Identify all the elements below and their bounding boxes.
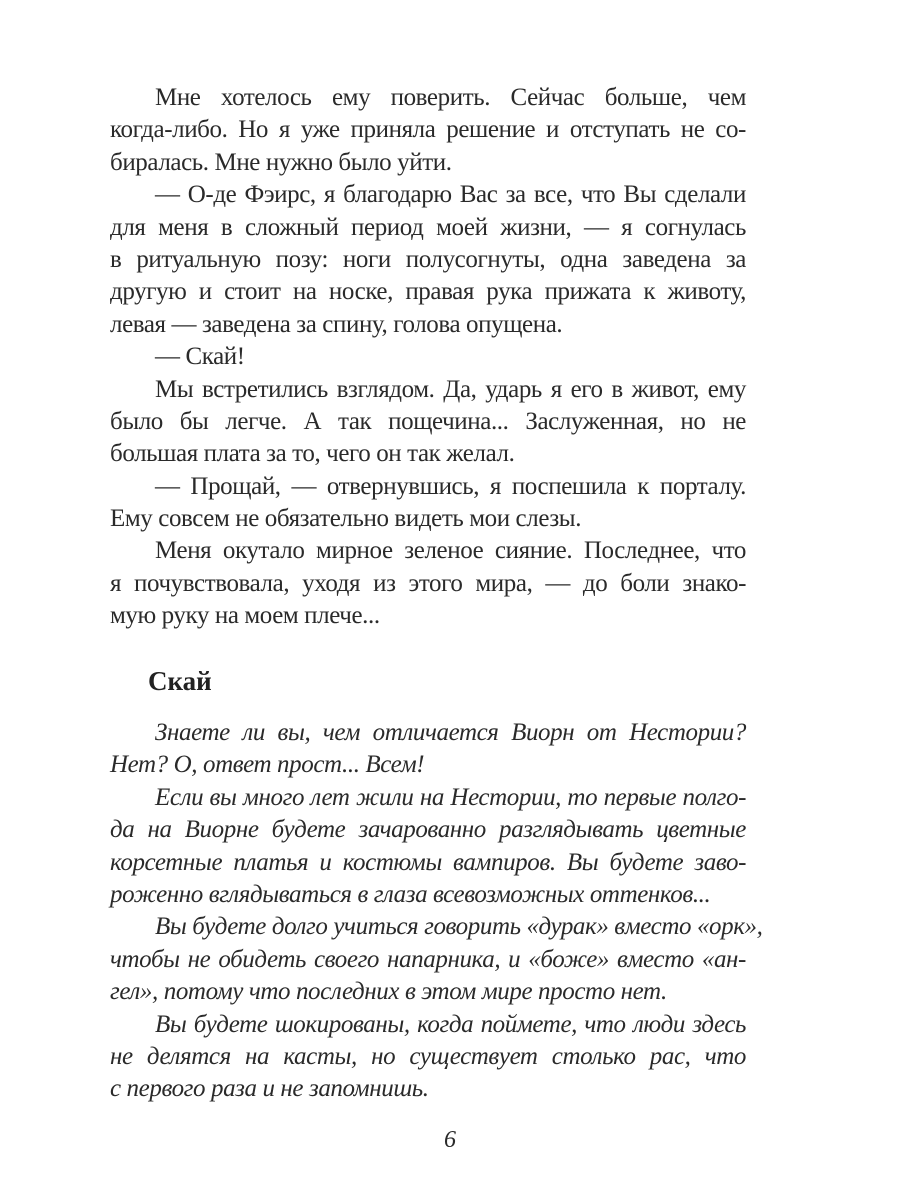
- text-line: чтобы не обидеть своего напарника, и «боже» вместо «ан-: [110, 945, 746, 973]
- text-line: корсетные платья и костюмы вампиров. Вы будете заво-: [110, 848, 746, 876]
- text-line: я почувствовала, уходя из этого мира, — до боли знако-: [110, 569, 746, 597]
- text-line: — Прощай, — отвернувшись, я поспешила к порталу.: [155, 472, 746, 500]
- italic-intro-text: [110, 717, 763, 1106]
- page-number: 6: [444, 1127, 456, 1153]
- text-line: — О-де Фэирс, я благодарю Вас за все, что Вы сделали: [155, 181, 746, 209]
- text-line: в ритуальную позу: ноги полусогнуты, одна заведена за: [110, 245, 746, 273]
- text-line: большая плата за то, чего он так желал.: [110, 440, 515, 468]
- text-line: Нет? О, ответ прост... Всем!: [110, 751, 425, 779]
- text-line: другую и стоит на носке, правая рука прижата к животу,: [110, 278, 746, 306]
- text-line: гел», потому что последних в этом мире просто нет.: [110, 978, 667, 1006]
- text-line: Мне хотелось ему поверить. Сейчас больше, чем: [155, 84, 746, 111]
- text-line: Мы встретились взглядом. Да, ударь я его в живот, ему: [155, 375, 746, 403]
- text-line: Если вы много лет жили на Нестории, то первые полго-: [155, 783, 746, 811]
- text-line: да на Виорне будете зачарованно разглядывать цветные: [110, 816, 746, 844]
- text-line: Ему совсем не обязательно видеть мои слезы.: [110, 505, 582, 533]
- text-line: мую руку на моем плече...: [110, 602, 380, 630]
- text-line: Вы будете шокированы, когда поймете, что люди здесь: [155, 1010, 746, 1038]
- text-line: не делятся на касты, но существует столько рас, что: [110, 1042, 746, 1070]
- text-line: левая — заведена за спину, голова опущена.: [110, 310, 563, 338]
- section-heading: Скай: [148, 666, 212, 696]
- text-line: было бы легче. А так пощечина... Заслуженная, но не: [110, 407, 746, 435]
- chapter-text: [110, 82, 746, 633]
- text-line: Вы будете долго учиться говорить «дурак» вместо «орк»,: [155, 913, 763, 941]
- text-line: Меня окутало мирное зеленое сияние. Последнее, что: [155, 537, 746, 565]
- text-line: когда-либо. Но я уже приняла решение и отступать не со-: [110, 116, 746, 144]
- text-line: биралась. Мне нужно было уйти.: [110, 148, 452, 176]
- text-line: для меня в сложный период моей жизни, — я согнулась: [110, 213, 746, 241]
- text-line: роженно вглядываться в глаза всевозможных оттенков...: [110, 880, 711, 908]
- text-line: — Скай!: [155, 343, 245, 371]
- text-line: с первого раза и не запомнишь.: [110, 1075, 429, 1103]
- text-line: Знаете ли вы, чем отличается Виорн от Нестории?: [155, 719, 746, 746]
